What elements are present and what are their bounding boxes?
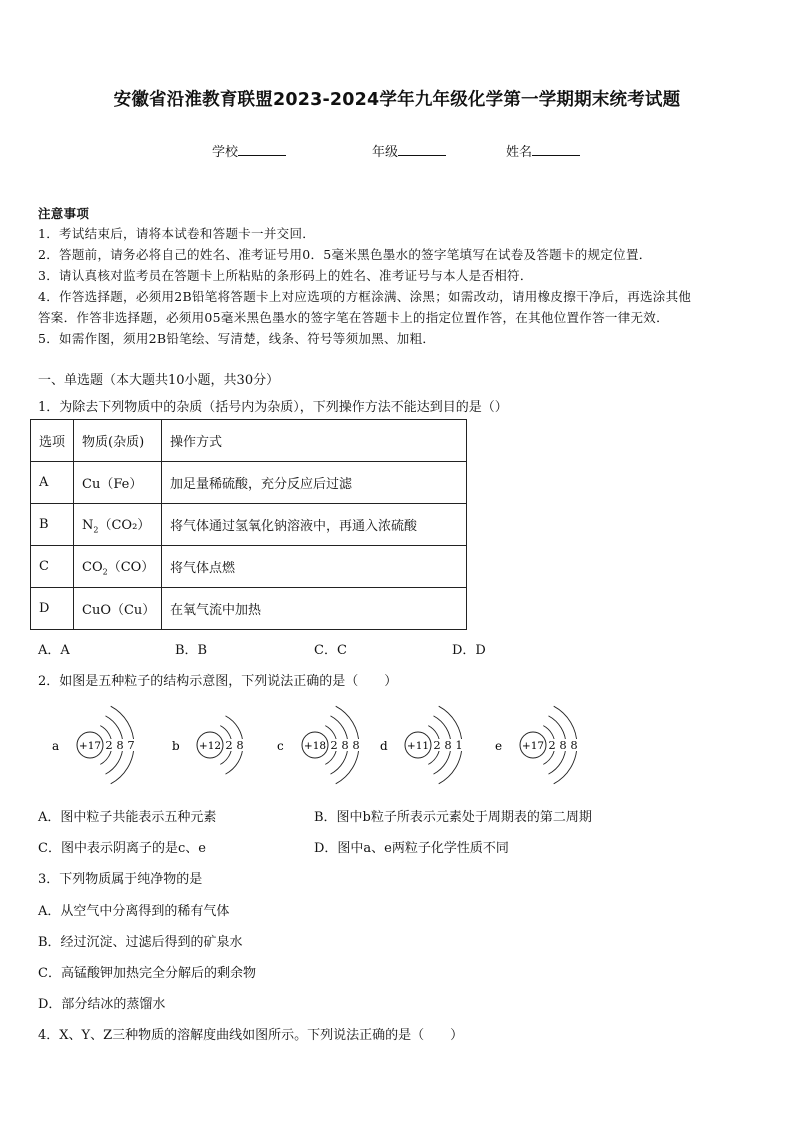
nucleus-charge: +11 [406,740,430,752]
electron-count: 2 [105,738,113,752]
question-1-stem: 1．为除去下列物质中的杂质（括号内为杂质），下列操作方法不能达到目的是（） [38,400,508,415]
option-cell: A [31,462,74,504]
option-cell: C [31,546,74,588]
nucleus-charge: +12 [198,740,222,752]
nucleus-charge: +17 [521,740,545,752]
atom-label: b [172,739,180,753]
table-row [31,588,467,630]
atom-c [277,706,361,784]
notice-item: 5．如需作图，须用2B铅笔绘、写清楚，线条、符号等须加黑、加粗． [38,331,436,346]
q1-choice-d[interactable]: D．D [452,643,486,658]
school-label: 学校 [212,145,239,160]
atom-label: e [495,739,503,753]
operation-cell: 在氧气流中加热 [162,588,467,630]
electron-count: 2 [330,738,338,752]
section-heading: 一、单选题（本大题共10小题，共30分） [38,373,280,388]
substance-cell: CuO（Cu） [74,588,162,630]
electron-count: 8 [559,738,567,752]
q2-choice-a[interactable]: A．图中粒子共能表示五种元素 [38,810,217,825]
grade-label: 年级 [372,145,399,160]
atom-b [172,716,245,774]
atom-label: c [277,739,284,753]
notice-item: 2．答题前，请务必将自己的姓名、准考证号用0．5毫米黑色墨水的签字笔填写在试卷及答题卡的规定位置． [38,247,652,262]
electron-count: 2 [225,738,233,752]
atom-e [495,706,579,784]
school-field[interactable] [212,141,286,160]
atom-label: a [52,739,60,753]
electron-count: 8 [236,738,244,752]
table-header-row [31,420,467,462]
option-cell: B [31,504,74,546]
q3-choice-a[interactable]: A．从空气中分离得到的稀有气体 [38,904,230,919]
substance-cell: $N_2(CO_2)$ [74,504,162,546]
electron-count: 8 [116,738,124,752]
q1-choice-c[interactable]: C．C [314,643,347,658]
electron-count: 2 [548,738,556,752]
substance-cell: Cu（Fe） [74,462,162,504]
question-3-stem: 3．下列物质属于纯净物的是 [38,872,203,887]
table-header: 物质(杂质) [74,420,162,462]
table-header: 操作方式 [162,420,467,462]
q2-choice-c[interactable]: C．图中表示阴离子的是c、e [38,841,206,856]
grade-field[interactable] [372,141,446,160]
q2-choice-d[interactable]: D．图中a、e两粒子化学性质不同 [314,841,509,856]
notice-item: 答案．作答非选择题，必须用05毫米黑色墨水的签字笔在答题卡上的指定位置作答，在其他位置作答一律无效． [38,310,669,325]
electron-count: 8 [352,738,360,752]
name-field[interactable] [506,141,580,160]
notice-item: 1．考试结束后，请将本试卷和答题卡一并交回． [38,226,316,241]
electron-count: 1 [455,738,463,752]
q3-choice-d[interactable]: D．部分结冰的蒸馏水 [38,997,166,1012]
name-blank[interactable] [532,143,580,156]
table-row [31,462,467,504]
substance-cell: $CO_2(CO)$ [74,546,162,588]
q3-choice-c[interactable]: C．高锰酸钾加热完全分解后的剩余物 [38,966,256,981]
table-header: 选项 [31,420,74,462]
operation-cell: 将气体点燃 [162,546,467,588]
operation-cell: 加足量稀硫酸，充分反应后过滤 [162,462,467,504]
electron-count: 8 [444,738,452,752]
notice-item: 3．请认真核对监考员在答题卡上所粘贴的条形码上的姓名、准考证号与本人是否相符． [38,268,533,283]
electron-count: 8 [341,738,349,752]
q3-choice-b[interactable]: B．经过沉淀、过滤后得到的矿泉水 [38,935,243,950]
q1-choice-a[interactable]: A．A [38,643,70,658]
operation-cell: 将气体通过氢氧化钠溶液中，再通入浓硫酸 [162,504,467,546]
electron-count: 2 [433,738,441,752]
electron-count: 8 [570,738,578,752]
particle-structure-diagram [40,695,600,795]
electron-count: 7 [127,738,135,752]
q1-choice-b[interactable]: B．B [175,643,208,658]
grade-blank[interactable] [398,143,446,156]
atom-label: d [380,739,388,753]
table-row [31,546,467,588]
notice-item: 4．作答选择题，必须用2B铅笔将答题卡上对应选项的方框涂满、涂黑；如需改动，请用橡皮擦干净后，再选涂其他 [38,289,692,304]
question-2-stem: 2．如图是五种粒子的结构示意图，下列说法正确的是（ ） [38,674,398,689]
atom-d [380,706,464,784]
question-1-table [30,419,467,630]
option-cell: D [31,588,74,630]
exam-title: 安徽省沿淮教育联盟2023-2024学年九年级化学第一学期期末统考试题 [113,90,681,110]
q2-choice-b[interactable]: B．图中b粒子所表示元素处于周期表的第二周期 [314,810,592,825]
question-4-stem: 4．X、Y、Z三种物质的溶解度曲线如图所示。下列说法正确的是（ ） [38,1028,464,1043]
atom-a [52,706,136,784]
name-label: 姓名 [506,145,533,160]
table-row [31,504,467,546]
notice-heading: 注意事项 [38,206,90,221]
nucleus-charge: +17 [78,740,102,752]
school-blank[interactable] [238,143,286,156]
nucleus-charge: +18 [303,740,327,752]
